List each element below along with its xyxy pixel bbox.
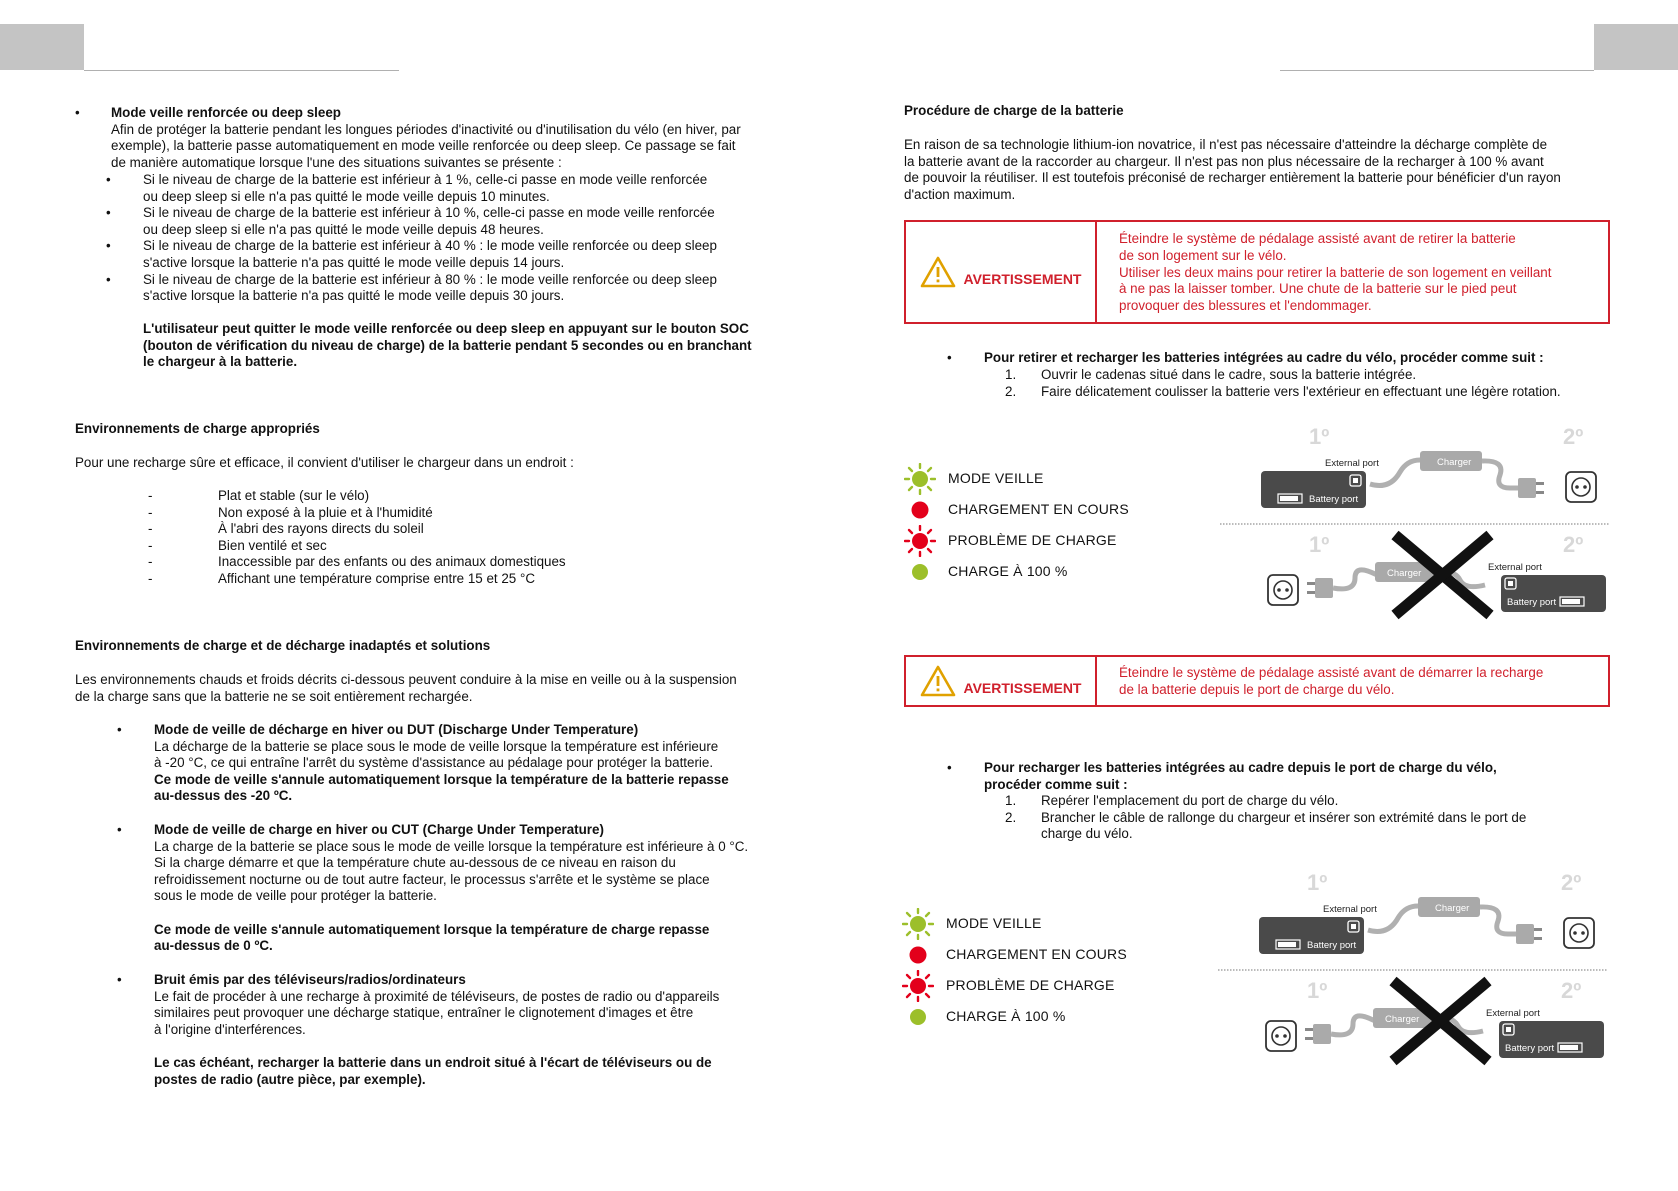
warning-line: de la batterie depuis le port de charge du vélo.: [1119, 681, 1395, 697]
env-ok-intro: Pour une recharge sûre et efficace, il convient d'utiliser le chargeur dans un endroit :: [75, 455, 574, 470]
bullet: •: [106, 271, 111, 287]
step-item: [1005, 793, 1625, 810]
note-line: le chargeur à la batterie.: [143, 354, 298, 370]
legend-label: PROBLÈME DE CHARGE: [948, 532, 1117, 549]
wall-socket-icon: [1266, 1021, 1296, 1051]
list-item-text: Bien ventilé et sec: [218, 537, 327, 553]
external-port-label: External port: [1488, 562, 1542, 573]
deep-sleep-intro-3: de manière automatique lorsque l'une des situations suivantes se présente :: [111, 154, 562, 170]
intro-line: de pouvoir la réutiliser. Il est toutefois préconisé de recharger entièrement la batterie pour bénéficier d'un rayon: [904, 170, 1561, 186]
spacer: [154, 1038, 794, 1055]
dut-line: à -20 °C, ce qui entraîne l'arrêt du système d'assistance au pédalage pour protéger la batterie.: [154, 755, 714, 771]
list-item-line: ou deep sleep si elle n'a pas quitté le mode veille depuis 10 minutes.: [143, 188, 550, 204]
list-item-text: Affichant une température comprise entre 15 et 25 °C: [218, 570, 535, 586]
step-text: Brancher le câble de rallonge du chargeur et insérer son extrémité dans le port de: [1041, 809, 1527, 825]
step-1-label: 1º: [1307, 978, 1328, 1003]
warning-label-cell: [906, 657, 1097, 705]
warning-box-removal: [904, 220, 1610, 324]
cut-line: sous le mode de veille pour protéger la batterie.: [154, 888, 437, 904]
external-port-label: External port: [1486, 1008, 1540, 1019]
left-header-rule: [84, 70, 399, 71]
list-item-line: s'active lorsque la batterie n'a pas quitté le mode veille depuis 30 jours.: [143, 288, 565, 304]
dash-marker: -: [148, 537, 153, 553]
legend-row-full: [898, 1001, 1127, 1032]
bullet: •: [947, 760, 952, 775]
remove-steps: [1005, 367, 1625, 400]
charge-procedure-intro: [904, 137, 1624, 203]
wall-socket-icon: [1268, 575, 1298, 605]
dash-marker: -: [148, 504, 153, 520]
charging-diagram: [1215, 420, 1615, 625]
deep-sleep-section: [111, 105, 781, 171]
led-red-icon: [900, 494, 940, 526]
list-item-text: Inaccessible par des enfants ou des animaux domestiques: [218, 554, 566, 570]
deep-sleep-note: [143, 321, 793, 371]
warning-label-cell: [906, 222, 1097, 322]
warning-triangle-icon: [920, 665, 956, 697]
list-item: [106, 238, 786, 271]
legend-label: CHARGE À 100 %: [948, 563, 1068, 580]
step-number: 2.: [1005, 383, 1017, 399]
legend-row-problem: [898, 970, 1127, 1001]
dash-marker: -: [148, 521, 153, 537]
list-item-line: Si le niveau de charge de la batterie est inférieur à 40 % : le mode veille renforcée ou deep sleep: [143, 238, 717, 254]
warning-line: à ne pas la laisser tomber. Une chute de la batterie sur le pied peut: [1119, 281, 1517, 297]
env-ok-list: [148, 488, 748, 588]
intro-line: la batterie avant de la raccorder au chargeur. Il n'est pas non plus nécessaire de la recharger à 100 % avant: [904, 153, 1544, 169]
env-bad-title: Environnements de charge et de décharge inadaptés et solutions: [75, 638, 491, 653]
dut-line: La décharge de la batterie se place sous le mode de veille lorsque la température est inférieure: [154, 738, 719, 754]
remove-title: Pour retirer et recharger les batteries intégrées au cadre du vélo, procéder comme suit :: [984, 350, 1544, 365]
warning-triangle-icon: [920, 256, 956, 288]
external-port-label: External port: [1325, 458, 1379, 469]
list-item-text: Non exposé à la pluie et à l'humidité: [218, 504, 433, 520]
led-green-blinking-icon: [900, 463, 940, 495]
intro-line: Les environnements chauds et froids décrits ci-dessous peuvent conduire à la mise en veille ou à la suspension: [75, 672, 737, 687]
list-item-line: ou deep sleep si elle n'a pas quitté le mode veille depuis 48 heures.: [143, 221, 544, 237]
legend-label: CHARGEMENT EN COURS: [946, 946, 1127, 963]
legend-row-full: [900, 556, 1129, 587]
deep-sleep-list: [106, 172, 786, 305]
legend-label: CHARGEMENT EN COURS: [948, 501, 1129, 518]
warning-line: de son logement sur le vélo.: [1119, 247, 1287, 263]
step-1-label: 1º: [1309, 532, 1330, 557]
port-steps: [1005, 793, 1625, 843]
list-item-line: s'active lorsque la batterie n'a pas quitté le mode veille depuis 14 jours.: [143, 254, 565, 270]
warning-line: provoquer des blessures et l'endommager.: [1119, 298, 1372, 314]
bullet: •: [117, 822, 122, 837]
step-text: Faire délicatement coulisser la batterie vers l'extérieur en effectuant une légère rotation.: [1041, 383, 1561, 399]
step-1-label: 1º: [1309, 424, 1330, 449]
charge-procedure-title: Procédure de charge de la batterie: [904, 103, 1124, 118]
list-item: [148, 554, 748, 571]
list-item-text: À l'abri des rayons directs du soleil: [218, 521, 424, 537]
bullet: •: [106, 205, 111, 221]
charging-diagram: [1213, 866, 1613, 1071]
port-title: [984, 760, 1624, 793]
legend-label: MODE VEILLE: [948, 470, 1044, 487]
cut-bold-line: Ce mode de veille s'annule automatiquement lorsque la température de charge repasse: [154, 921, 710, 937]
step-text: Repérer l'emplacement du port de charge du vélo.: [1041, 793, 1339, 808]
cut-title: Mode de veille de charge en hiver ou CUT (Charge Under Temperature): [154, 822, 604, 837]
led-legend: [898, 908, 1127, 1032]
legend-row-standby: [900, 463, 1129, 494]
legend-label: CHARGE À 100 %: [946, 1008, 1066, 1025]
led-red-blinking-icon: [898, 970, 938, 1002]
legend-label: PROBLÈME DE CHARGE: [946, 977, 1115, 994]
battery-port-label: Battery port: [1507, 597, 1557, 608]
noise-block: [154, 972, 794, 1088]
battery-port-label: Battery port: [1505, 1043, 1555, 1054]
deep-sleep-title: Mode veille renforcée ou deep sleep: [111, 105, 341, 120]
led-red-blinking-icon: [900, 525, 940, 557]
dut-bold-line: Ce mode de veille s'annule automatiquement lorsque la température de la batterie repasse: [154, 771, 729, 787]
cut-line: La charge de la batterie se place sous le mode de veille lorsque la température est inférieure à 0 °C.: [154, 838, 749, 854]
legend-row-charging: [900, 494, 1129, 525]
step-item: [1005, 810, 1625, 843]
wall-socket-icon: [1564, 918, 1594, 948]
noise-bold-line: postes de radio (autre pièce, par exemple).: [154, 1071, 426, 1087]
legend-row-standby: [898, 908, 1127, 939]
right-page-tab: [1594, 24, 1678, 70]
battery-port-label: Battery port: [1307, 940, 1357, 951]
charger-label: Charger: [1437, 457, 1472, 468]
list-item: [106, 205, 786, 238]
list-item-line: Si le niveau de charge de la batterie est inférieur à 1 %, celle-ci passe en mode veille renforcée: [143, 172, 708, 187]
wall-socket-icon: [1566, 472, 1596, 502]
warning-label: AVERTISSEMENT: [963, 270, 1082, 287]
plug-icon: [1315, 578, 1333, 598]
dash-marker: -: [148, 570, 153, 586]
charger-label: Charger: [1435, 903, 1470, 914]
deep-sleep-intro-1: Afin de protéger la batterie pendant les longues périodes d'inactivité ou d'inutilisation du vélo (en hiver, par: [111, 121, 741, 137]
warning-text: [1097, 222, 1561, 322]
warning-line: Éteindre le système de pédalage assisté avant de démarrer la recharge: [1119, 665, 1544, 680]
step-1-label: 1º: [1307, 870, 1328, 895]
intro-line: de la charge sans que la batterie ne se soit entièrement rechargée.: [75, 688, 473, 704]
note-line: (bouton de vérification du niveau de charge) de la batterie pendant 5 secondes ou en branchant: [143, 337, 752, 353]
list-item-line: Si le niveau de charge de la batterie est inférieur à 80 % : le mode veille renforcée ou deep sleep: [143, 271, 717, 287]
plug-icon: [1313, 1024, 1331, 1044]
bullet: •: [117, 722, 122, 737]
list-item: [106, 172, 786, 205]
noise-title: Bruit émis par des téléviseurs/radios/ordinateurs: [154, 972, 466, 987]
step-number: 2.: [1005, 809, 1017, 825]
bullet: •: [106, 238, 111, 254]
list-item: [148, 571, 748, 588]
noise-bold-line: Le cas échéant, recharger la batterie dans un endroit situé à l'écart de téléviseurs ou de: [154, 1054, 712, 1070]
dut-block: [154, 722, 794, 805]
step-2-label: 2º: [1561, 870, 1582, 895]
port-title-line: Pour recharger les batteries intégrées au cadre depuis le port de charge du vélo,: [984, 760, 1497, 775]
bullet: •: [75, 105, 80, 120]
plug-icon: [1516, 924, 1534, 944]
right-header-rule: [1280, 70, 1594, 71]
bullet: •: [117, 972, 122, 987]
dut-title: Mode de veille de décharge en hiver ou DUT (Discharge Under Temperature): [154, 722, 639, 737]
cut-line: refroidissement nocturne ou de tout autre facteur, le processus s'arrête et le système se place: [154, 871, 710, 887]
port-title-line: procéder comme suit :: [984, 776, 1128, 792]
legend-label: MODE VEILLE: [946, 915, 1042, 932]
warning-box-port: [904, 655, 1610, 707]
left-page-tab: [0, 24, 84, 70]
step-2-label: 2º: [1561, 978, 1582, 1003]
warning-text: [1097, 657, 1553, 705]
list-item: [148, 488, 748, 505]
led-red-icon: [898, 939, 938, 971]
list-item: [106, 272, 786, 305]
led-legend: [900, 463, 1129, 587]
noise-line: à l'origine d'interférences.: [154, 1021, 306, 1037]
step-text: charge du vélo.: [1041, 826, 1133, 842]
bullet: •: [947, 350, 952, 365]
step-2-label: 2º: [1563, 424, 1584, 449]
intro-line: d'action maximum.: [904, 186, 1016, 202]
external-port-label: External port: [1323, 904, 1377, 915]
cut-block: [154, 822, 794, 955]
list-item-line: Si le niveau de charge de la batterie est inférieur à 10 %, celle-ci passe en mode veille renforcée: [143, 205, 715, 221]
list-item: [148, 538, 748, 555]
noise-line: similaires peut provoquer une décharge statique, entraîner le clignotement d'images et être: [154, 1005, 694, 1021]
env-ok-title: Environnements de charge appropriés: [75, 421, 320, 436]
deep-sleep-intro-2: exemple), la batterie passe automatiquement en mode veille renforcée ou deep sleep. Ce passage se fait: [111, 138, 736, 154]
cut-line: Si la charge démarre et que la température chute au-dessous de ce niveau en raison du: [154, 855, 676, 871]
dut-bold-line: au-dessus des -20 ºC.: [154, 788, 293, 804]
list-item: [148, 521, 748, 538]
charger-label: Charger: [1385, 1014, 1420, 1025]
step-text: Ouvrir le cadenas situé dans le cadre, sous la batterie intégrée.: [1041, 367, 1417, 382]
led-green-icon: [900, 556, 940, 588]
legend-row-problem: [900, 525, 1129, 556]
dash-marker: -: [148, 554, 153, 570]
plug-icon: [1518, 478, 1536, 498]
charger-label: Charger: [1387, 568, 1422, 579]
warning-line: Éteindre le système de pédalage assisté avant de retirer la batterie: [1119, 231, 1516, 246]
battery-port-label: Battery port: [1309, 494, 1359, 505]
dash-marker: -: [148, 488, 153, 503]
step-item: [1005, 367, 1625, 384]
noise-line: Le fait de procéder à une recharge à proximité de téléviseurs, de postes de radio ou d'appareils: [154, 988, 720, 1004]
env-bad-intro: [75, 672, 795, 705]
spacer: [154, 905, 794, 922]
intro-line: En raison de sa technologie lithium-ion novatrice, il n'est pas nécessaire d'atteindre la décharge complète de: [904, 137, 1548, 152]
led-green-icon: [898, 1001, 938, 1033]
bullet: •: [106, 172, 111, 187]
legend-row-charging: [898, 939, 1127, 970]
warning-line: Utiliser les deux mains pour retirer la batterie de son logement en veillant: [1119, 264, 1552, 280]
led-green-blinking-icon: [898, 908, 938, 940]
step-item: [1005, 384, 1625, 401]
list-item-text: Plat et stable (sur le vélo): [218, 488, 370, 503]
note-line: L'utilisateur peut quitter le mode veille renforcée ou deep sleep en appuyant sur le bouton SOC: [143, 321, 749, 336]
step-2-label: 2º: [1563, 532, 1584, 557]
cut-bold-line: au-dessus de 0 ºC.: [154, 938, 273, 954]
warning-label: AVERTISSEMENT: [963, 679, 1082, 696]
step-number: 1.: [1005, 367, 1017, 382]
step-number: 1.: [1005, 793, 1017, 808]
list-item: [148, 505, 748, 522]
